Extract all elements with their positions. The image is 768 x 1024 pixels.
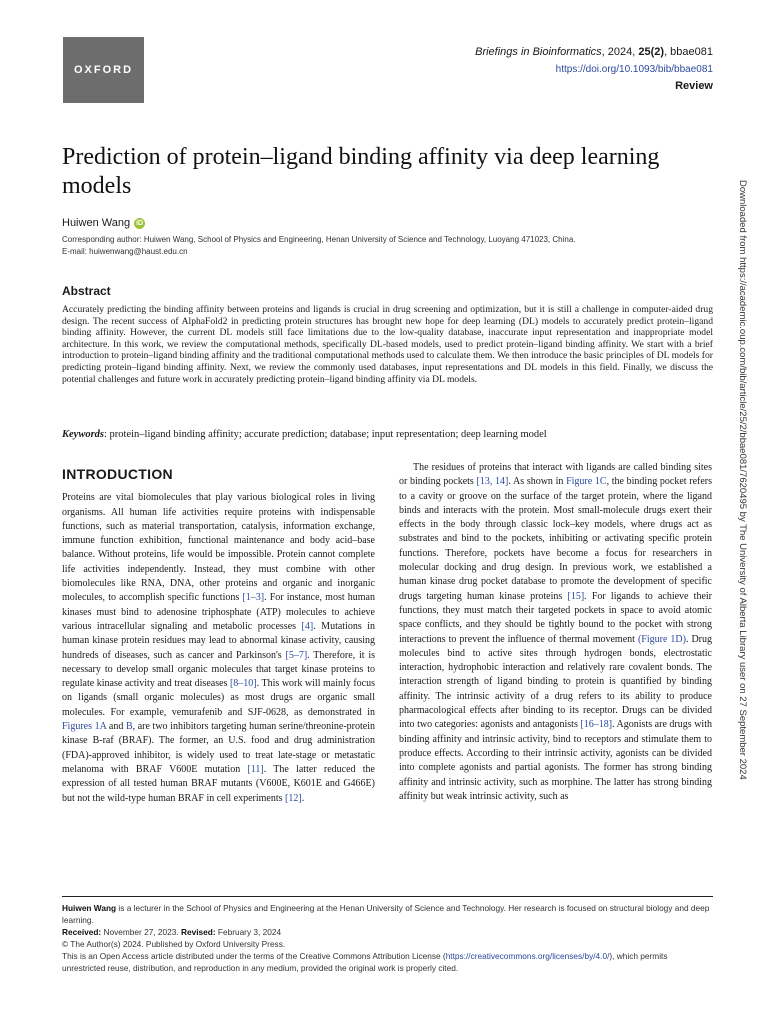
text-run: Proteins are vital biomolecules that play various biological roles in living organisms. All human life activities require proteins with indispensable functions, such as material transportation, catalysis, information exchange, immune function exhibition, functional maintenance and body acid–base balance. Without proteins, life would be impossible. Protein cannot complete life activities independently. Instead, they must combine with other biomolecules like RNA, DNA, other proteins and organic and inorganic molecules, to accomplish specific functions xyxy=(62,492,375,604)
article-type: Review xyxy=(675,80,713,92)
text-run: The residues of proteins that interact with ligands are called binding sites or binding pockets xyxy=(399,462,712,488)
author-name[interactable]: Huiwen Wang xyxy=(62,217,131,229)
keywords-text: : protein–ligand binding affinity; accurate prediction; database; input representation; deep learning model xyxy=(104,429,547,440)
bio-name: Huiwen Wang xyxy=(62,903,117,913)
figure-link[interactable]: B xyxy=(125,721,133,733)
text-run: . For ligands to achieve their functions, they must match their targeted pockets in space to avoid atomic space conflicts, and they should be tightly bound to the pocket with strong interactions to prevent the influence of thermal movement xyxy=(399,590,712,645)
intro-paragraph-2 xyxy=(399,461,712,804)
correspondence xyxy=(62,234,712,258)
license-text: ), which permits unrestricted reuse, distribution, and reproduction in any medium, provided the original work is properly cited. xyxy=(62,951,668,973)
citation-link[interactable]: [5–7] xyxy=(285,649,308,661)
journal-name: Briefings in Bioinformatics xyxy=(475,46,602,58)
license-text: This is an Open Access article distributed under the terms of the Creative Commons Attribution License ( xyxy=(62,951,446,961)
left-column xyxy=(62,461,375,806)
text-run: . As shown in xyxy=(508,476,567,488)
revised-label: Revised: xyxy=(181,927,216,937)
received-date: November 27, 2023. xyxy=(101,927,181,937)
journal-volume: 25(2) xyxy=(638,46,665,58)
right-column xyxy=(399,461,712,804)
citation-link[interactable]: [15] xyxy=(567,590,585,602)
footer-divider xyxy=(62,896,713,897)
paper-title: Prediction of protein–ligand binding affinity via deep learning models xyxy=(62,144,660,199)
download-watermark: Downloaded from https://academic.oup.com/bib/article/25/2/bbae081/7620495 by The University of Alberta Library user on 27 September 2024 xyxy=(737,180,748,780)
figure-link[interactable]: (Figure 1D) xyxy=(637,633,686,645)
journal-citation xyxy=(475,44,713,61)
orcid-icon[interactable]: iD xyxy=(136,219,144,227)
figure-link[interactable]: Figure 1C xyxy=(566,476,607,488)
bio-text: is a lecturer in the School of Physics and Engineering at the Henan University of Science and Technology. Her research is focused on structural biology and deep learning. xyxy=(62,903,710,925)
introduction-heading: INTRODUCTION xyxy=(62,466,173,482)
citation-link[interactable]: [8–10] xyxy=(229,678,257,690)
text-run: , are two inhibitors targeting human serine/threonine-protein kinase B-raf (BRAF). The former, an U.S. food and drug administration (FDA)-approved inhibitor, is widely used to treat late-stage or metastatic melanoma with BRAF V600E mutation xyxy=(62,721,375,775)
revised-date: February 3, 2024 xyxy=(215,927,282,937)
text-run: . This work will mainly focus on ligands (small organic molecules) as most drugs are organic small molecules. For example, vemurafenib and SJF-0628, as demonstrated in xyxy=(62,678,375,718)
citation-link[interactable]: [13, 14] xyxy=(476,476,509,488)
text-run: and xyxy=(106,721,126,733)
received-label: Received: xyxy=(62,927,102,937)
text-run: . Therefore, it is necessary to develop small organic molecules that target kinase proteins to regulate kinase activity and treat diseases xyxy=(62,649,375,690)
abstract-heading: Abstract xyxy=(62,284,111,298)
text-run: . The latter reduced the expression of all tested human BRAF mutants (V600E, K601E and G466E) but not the wild-type human BRAF in cell experiments xyxy=(62,763,375,804)
text-run: . Mutations in human kinase protein residues may lead to abnormal kinase activity, causing hundreds of diseases, such as cancer and Parkinson's xyxy=(62,620,375,661)
corresponding-author: Corresponding author: Huiwen Wang, School of Physics and Engineering, Henan University of Science and Technology, Luoyang 471023, China. xyxy=(62,235,576,244)
dates xyxy=(62,926,713,938)
journal-year: , 2024, xyxy=(601,46,639,58)
text-run: . Drug molecules bind to active sites through hydrogen bonds, electrostatic interaction, hydrophobic interaction and relatively rare covalent bonds. The interaction strength of ligand binding to protein is quantified by binding affinity. The intrinsic activity of a drug refers to its ability to produce pharmacological effects after binding to its receptor. Drugs can be divided into two categories: agonists and antagonists xyxy=(399,633,712,731)
oxford-logo xyxy=(63,37,144,103)
text-run: . For instance, most human kinases must bind to adenosine triphosphate (ATP) molecules to achieve various intracellular signaling and metabolic processes xyxy=(62,592,375,632)
journal-header xyxy=(475,44,713,95)
keywords-label: Keywords xyxy=(62,429,104,440)
intro-paragraph-1 xyxy=(62,491,375,806)
doi-link[interactable]: https://doi.org/10.1093/bib/bbae081 xyxy=(555,64,713,75)
author-line xyxy=(62,217,145,229)
citation-link[interactable]: [16–18] xyxy=(580,719,613,731)
journal-article-id: , bbae081 xyxy=(664,46,713,58)
license-link[interactable]: https://creativecommons.org/licenses/by/4.0/ xyxy=(445,951,610,961)
abstract-text: Accurately predicting the binding affinity between proteins and ligands is crucial in drug screening and optimization, but it is still a challenge in computer-aided drug design. The recent success of AlphaFold2 in predicting protein structures has brought new hope for deep learning (DL) models to accurately predict protein–ligand binding affinity. However, the current DL models still face limitations due to the low-quality database, inaccurate input representation and inappropriate model architecture. In this work, we review the computational methods, specifically DL-based models, used to predict protein–ligand binding affinity. We start with a brief introduction to protein–ligand binding affinity and the traditional computational methods used to calculate them. We then introduce the basic principles of DL models for predicting protein–ligand binding affinity. Next, we review the commonly used databases, input representations and DL models in this field. Finally, we discuss the potential challenges and future work in accurately predicting protein–ligand binding affinity via DL models. xyxy=(62,304,713,385)
figure-link[interactable]: Figures 1A xyxy=(62,721,107,733)
footer xyxy=(62,902,713,974)
keywords xyxy=(62,428,713,442)
text-run: . xyxy=(301,792,305,804)
text-run: . Agonists are drugs with binding affinity and intrinsic activity, bind to receptors and stimulate them to produce effects. According to their intrinsic activity, agonists can be divided into complete agonists and partial agonists. The former has strong binding affinity and intrinsic activity, such as morphine. The latter has strong binding affinity but weak intrinsic activity, such as xyxy=(399,719,712,802)
citation-link[interactable]: [1–3] xyxy=(242,592,265,604)
oxford-logo-text: OXFORD xyxy=(73,64,134,76)
citation-link[interactable]: [12] xyxy=(285,792,302,804)
text-run: , the binding pocket refers to a cavity or groove on the surface of the target protein, where the ligand binds and interacts with the protein. Most small-molecule drugs exert their effects in the body through classic lock–key models, where drugs act as substrates and bind to the pockets, inhibiting or activating specific protein functions. Therefore, pockets have become a focus for researchers in molecular docking and drug design. In previous work, we established a human kinase drug pocket database to promote the development of specific drugs targeting human kinase proteins xyxy=(399,476,713,602)
author-bio xyxy=(62,902,713,926)
license xyxy=(62,950,713,974)
copyright: © The Author(s) 2024. Published by Oxford University Press. xyxy=(62,939,286,949)
email-line: E-mail: huiwenwang@haust.edu.cn xyxy=(62,247,188,256)
citation-link[interactable]: [11] xyxy=(247,763,264,775)
citation-link[interactable]: [4] xyxy=(301,620,314,632)
